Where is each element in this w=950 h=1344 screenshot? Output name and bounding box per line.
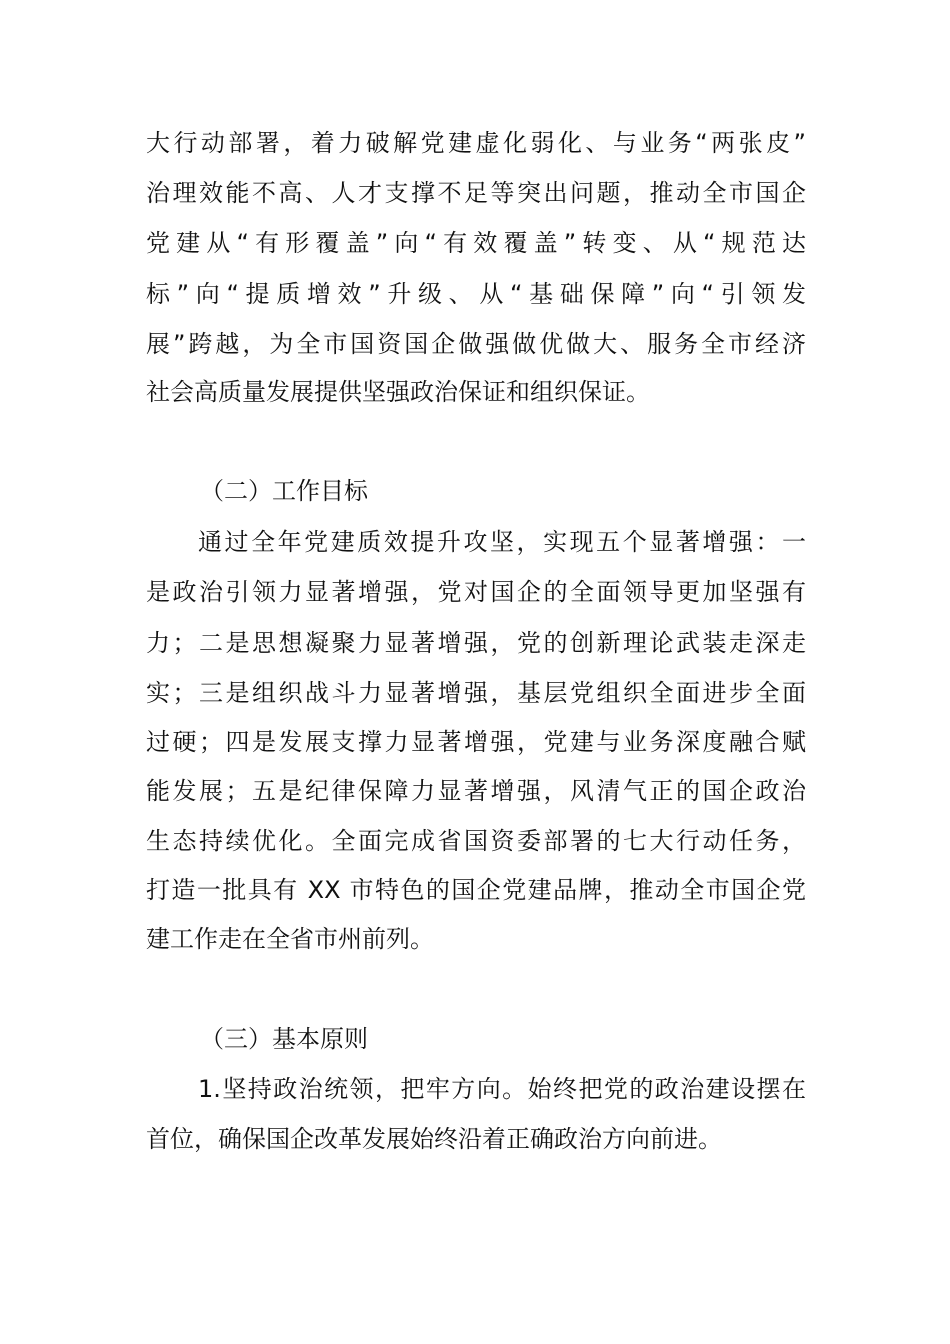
text-line: 生态持续优化。全面完成省国资委部署的七大行动任务， xyxy=(146,827,806,855)
text-line: 治理效能不高、人才支撑不足等突出问题，推动全市国企 xyxy=(146,179,806,207)
text-line: 打造一批具有 XX 市特色的国企党建品牌，推动全市国企党 xyxy=(146,876,806,904)
text-line: 力；二是思想凝聚力显著增强，党的创新理论武装走深走 xyxy=(146,629,806,657)
section-heading-goals: （二）工作目标 xyxy=(200,477,368,505)
text-line: 党建从“有形覆盖”向“有效覆盖”转变、从“规范达 xyxy=(146,229,806,257)
text-line: 展”跨越，为全市国资国企做强做优做大、服务全市经济 xyxy=(146,330,806,358)
text-line: 能发展；五是纪律保障力显著增强，风清气正的国企政治 xyxy=(146,777,806,805)
text-line: 实；三是组织战斗力显著增强，基层党组织全面进步全面 xyxy=(146,679,806,707)
text-line: 大行动部署，着力破解党建虚化弱化、与业务“两张皮” xyxy=(146,129,806,157)
text-line: 建工作走在全省市州前列。 xyxy=(146,925,434,953)
text-line: 通过全年党建质效提升攻坚，实现五个显著增强：一 xyxy=(198,528,806,556)
text-line: 1.坚持政治统领，把牢方向。始终把党的政治建设摆在 xyxy=(198,1075,806,1103)
section-heading-principles: （三）基本原则 xyxy=(200,1025,368,1053)
text-line: 是政治引领力显著增强，党对国企的全面领导更加坚强有 xyxy=(146,578,806,606)
text-line: 过硬；四是发展支撑力显著增强，党建与业务深度融合赋 xyxy=(146,728,806,756)
text-line: 首位，确保国企改革发展始终沿着正确政治方向前进。 xyxy=(146,1125,722,1153)
text-line: 社会高质量发展提供坚强政治保证和组织保证。 xyxy=(146,378,650,406)
text-line: 标”向“提质增效”升级、从“基础保障”向“引领发 xyxy=(146,280,806,308)
